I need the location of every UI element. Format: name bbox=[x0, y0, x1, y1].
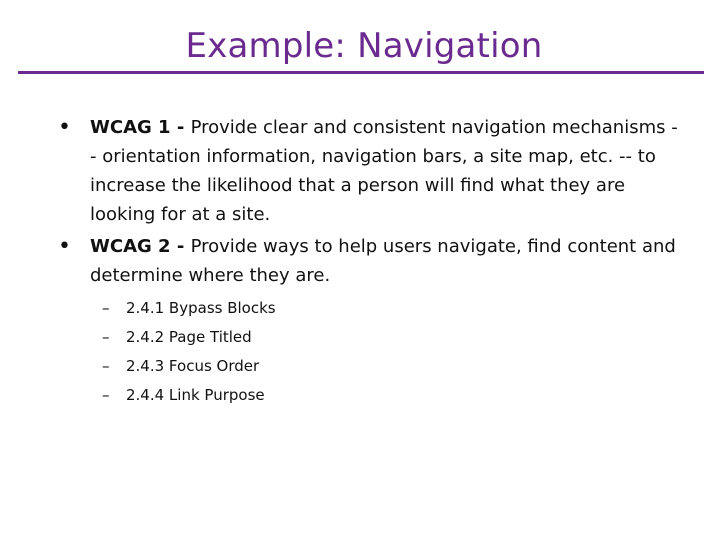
sub-bullet-text: 2.4.2 Page Titled bbox=[126, 328, 252, 346]
sub-bullet-item bbox=[102, 352, 678, 381]
bullet-text: Provide clear and consistent navigation mechanisms -- orientation information, navigation bars, a site map, etc. -- to increase the likelihood that a person will find what they are looking for at a site. bbox=[90, 117, 678, 225]
sub-bullet-item bbox=[102, 323, 678, 352]
dash-icon: – bbox=[102, 357, 110, 375]
dash-icon: – bbox=[102, 299, 110, 317]
sub-bullet-list bbox=[102, 294, 678, 410]
sub-bullet-text: 2.4.4 Link Purpose bbox=[126, 386, 265, 404]
title-divider bbox=[18, 71, 704, 74]
bullet-label: WCAG 2 - bbox=[90, 236, 191, 257]
slide-content bbox=[58, 113, 678, 410]
slide-title: Example: Navigation bbox=[185, 26, 543, 66]
dash-icon: – bbox=[102, 328, 110, 346]
sub-bullet-item bbox=[102, 381, 678, 410]
bullet-text: Provide ways to help users navigate, find content and determine where they are. bbox=[90, 236, 676, 286]
sub-bullet-item bbox=[102, 294, 678, 323]
bullet-icon: • bbox=[58, 115, 71, 140]
sub-bullet-text: 2.4.3 Focus Order bbox=[126, 357, 260, 375]
sub-bullet-text: 2.4.1 Bypass Blocks bbox=[126, 299, 276, 317]
bullet-item-wcag-2 bbox=[58, 232, 678, 290]
bullet-item-wcag-1 bbox=[58, 113, 678, 229]
bullet-label: WCAG 1 - bbox=[90, 117, 191, 138]
bullet-icon: • bbox=[58, 234, 71, 259]
dash-icon: – bbox=[102, 386, 110, 404]
